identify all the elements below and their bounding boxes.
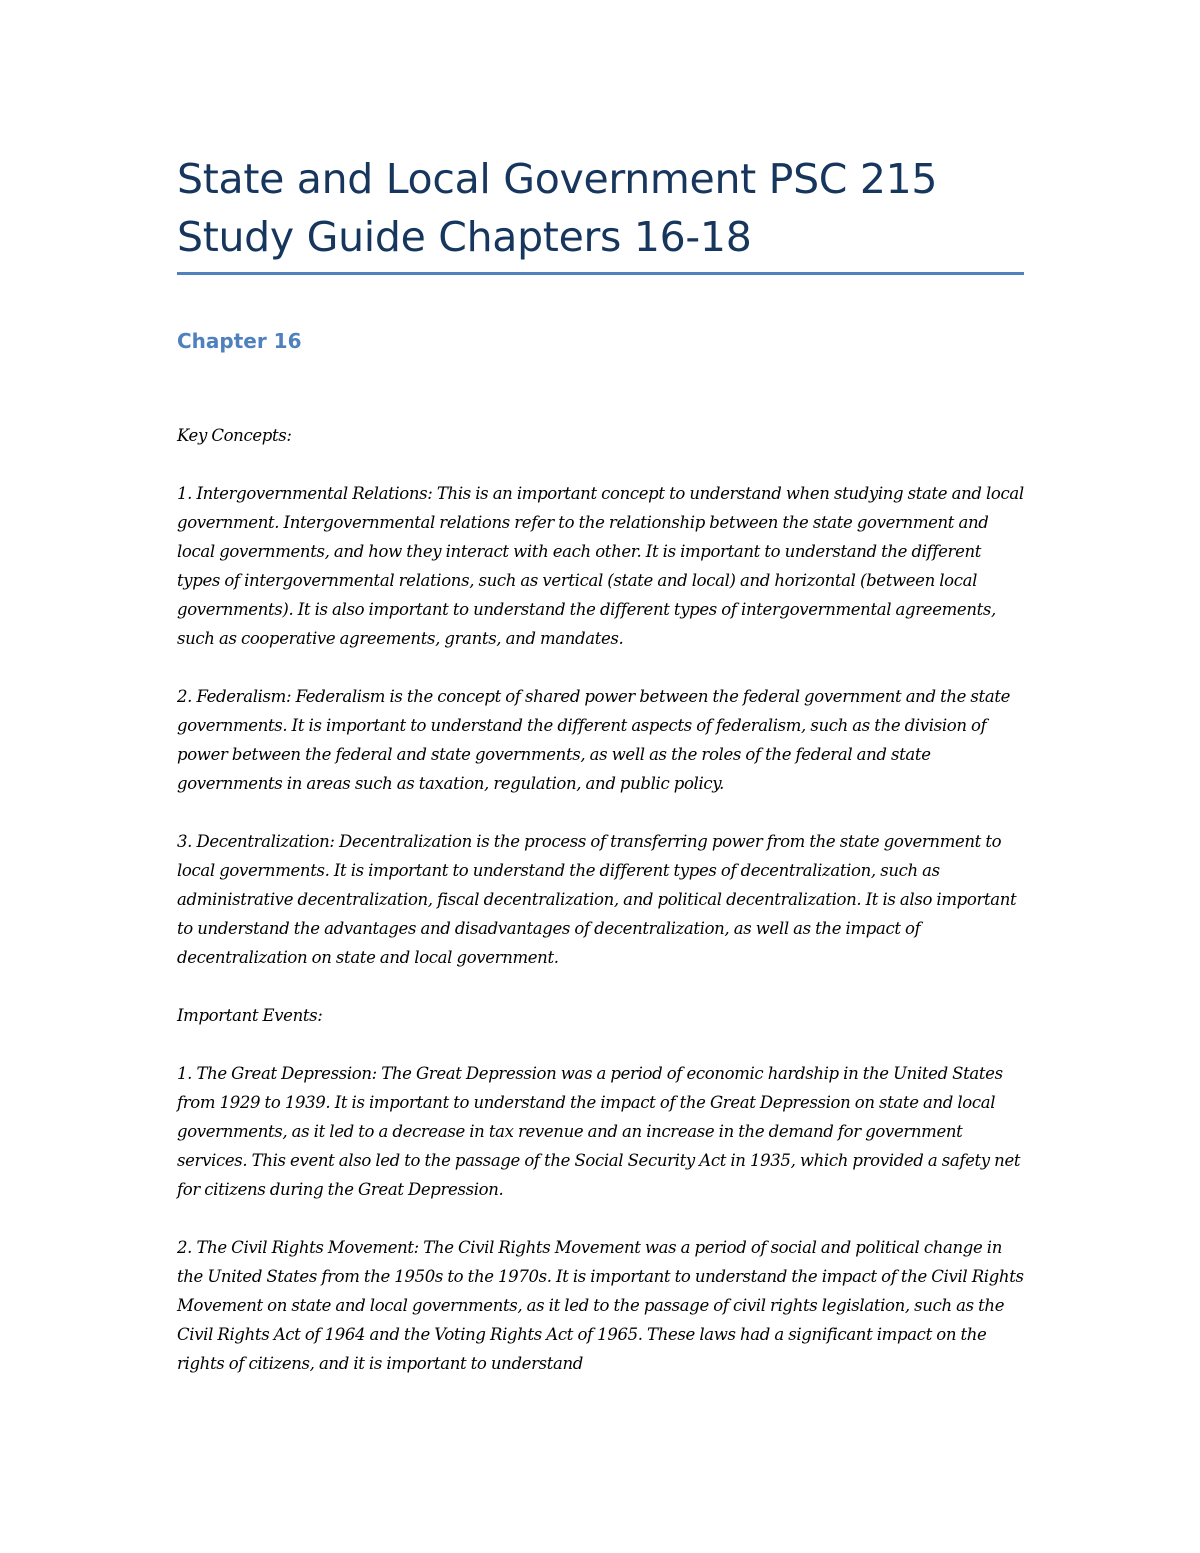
concept-paragraph-3: 3. Decentralization: Decentralization is the process of transferring power from the state government to local governments. It is important to understand the different types of decentralization, such as administrative decentralization, fiscal decentralization, and political decentralization. It is also important to understand the advantages and disadvantages of decentralization, as well as the impact of decentralization on state and local government. (177, 832, 1017, 967)
title-block (177, 150, 1025, 266)
title-line-1: State and Local Government PSC 215 (177, 155, 938, 203)
document-body (177, 421, 1027, 1407)
document-title (177, 150, 1025, 266)
key-concepts-label: Key Concepts: (177, 426, 292, 445)
event-paragraph-1: 1. The Great Depression: The Great Depression was a period of economic hardship in the United States from 1929 to 1939. It is important to understand the impact of the Great Depression on state and local governments, as it led to a decrease in tax revenue and an increase in the demand for government services. This event also led to the passage of the Social Security Act in 1935, which provided a safety net for citizens during the Great Depression. (177, 1064, 1021, 1199)
chapter-heading: Chapter 16 (177, 329, 302, 353)
event-paragraph-2: 2. The Civil Rights Movement: The Civil Rights Movement was a period of social and political change in the United States from the 1950s to the 1970s. It is important to understand the impact of the Civil Rights Movement on state and local governments, as it led to the passage of civil rights legislation, such as the Civil Rights Act of 1964 and the Voting Rights Act of 1965. These laws had a significant impact on the rights of citizens, and it is important to understand (177, 1238, 1024, 1373)
concept-paragraph-2: 2. Federalism: Federalism is the concept of shared power between the federal government and the state governments. It is important to understand the different aspects of federalism, such as the division of power between the federal and state governments, as well as the roles of the federal and state governments in areas such as taxation, regulation, and public policy. (177, 687, 1011, 793)
title-divider (177, 272, 1024, 275)
concept-paragraph-1: 1. Intergovernmental Relations: This is an important concept to understand when studying state and local government. Intergovernmental relations refer to the relationship between the state government and local governments, and how they interact with each other. It is important to understand the different types of intergovernmental relations, such as vertical (state and local) and horizontal (between local governments). It is also important to understand the different types of intergovernmental agreements, such as cooperative agreements, grants, and mandates. (177, 484, 1024, 648)
title-line-2: Study Guide Chapters 16-18 (177, 213, 752, 261)
important-events-label: Important Events: (177, 1006, 323, 1025)
